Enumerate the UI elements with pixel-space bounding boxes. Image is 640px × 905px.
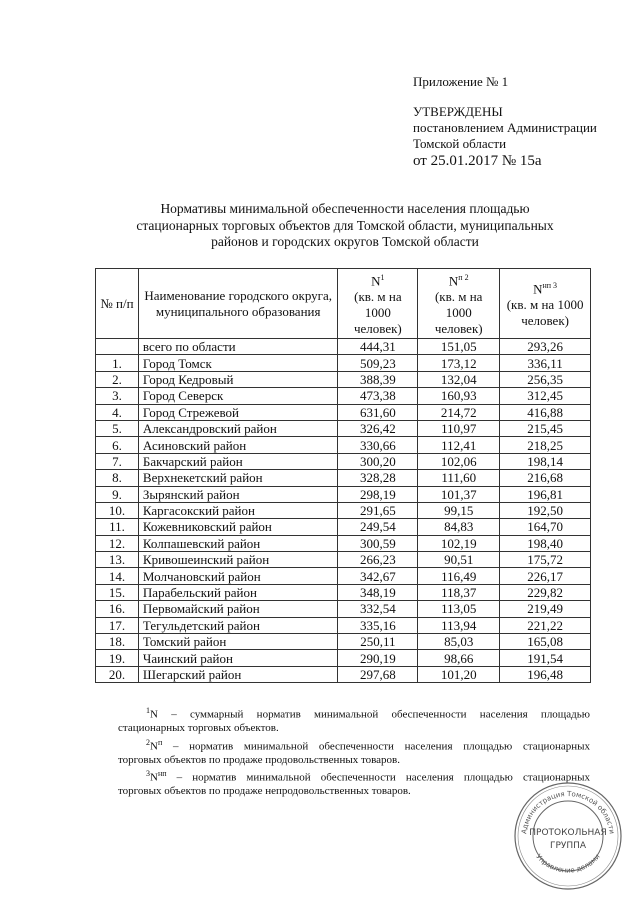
table-row <box>96 519 591 535</box>
row-name: Колпашевский район <box>138 535 338 551</box>
row-name: Город Кедровый <box>138 371 338 387</box>
footnote-symbol: N <box>150 771 158 784</box>
row-n2: 110,97 <box>418 420 500 436</box>
row-n3: 196,48 <box>500 666 591 682</box>
row-n3: 196,81 <box>500 486 591 502</box>
row-n1: 342,67 <box>338 568 418 584</box>
row-num: 18. <box>96 634 139 650</box>
row-n1: 444,31 <box>338 339 418 355</box>
footnote-mark: 2 <box>146 737 150 747</box>
row-n2: 151,05 <box>418 339 500 355</box>
row-name: Кожевниковский район <box>138 519 338 535</box>
stamp-center-1: ПРОТОКОЛЬНАЯ <box>529 828 607 838</box>
row-name: Асиновский район <box>138 437 338 453</box>
footnote-text-2: торговых объектов по продаже непродовольственных товаров. <box>118 785 411 798</box>
row-n2: 160,93 <box>418 388 500 404</box>
row-n2: 111,60 <box>418 470 500 486</box>
row-n2: 99,15 <box>418 502 500 518</box>
header-name-label: Наименование городского округа, муниципального образования <box>144 287 332 319</box>
table-row <box>96 355 591 371</box>
table-row <box>96 666 591 682</box>
n3-unit: (кв. м на 1000 человек) <box>506 297 584 329</box>
n2-sup: п 2 <box>458 272 469 282</box>
row-name: Чаинский район <box>138 650 338 666</box>
footnote-mark: 3 <box>146 769 150 779</box>
row-n3: 198,14 <box>500 453 591 469</box>
n3-symbol: N <box>533 281 543 297</box>
table-row <box>96 470 591 486</box>
row-n1: 300,20 <box>338 453 418 469</box>
row-name: Шегарский район <box>138 666 338 682</box>
row-n1: 297,68 <box>338 666 418 682</box>
row-n1: 250,11 <box>338 634 418 650</box>
header-n3 <box>500 269 591 339</box>
n1-unit: (кв. м на 1000 человек) <box>353 289 402 337</box>
table-row <box>96 617 591 633</box>
row-n1: 298,19 <box>338 486 418 502</box>
row-name: Верхнекетский район <box>138 470 338 486</box>
row-num <box>96 339 139 355</box>
row-n3: 164,70 <box>500 519 591 535</box>
row-n2: 113,05 <box>418 601 500 617</box>
row-num: 13. <box>96 552 139 568</box>
table-row <box>96 388 591 404</box>
row-n2: 102,19 <box>418 535 500 551</box>
row-num: 15. <box>96 584 139 600</box>
table-row <box>96 535 591 551</box>
row-num: 2. <box>96 371 139 387</box>
row-num: 9. <box>96 486 139 502</box>
table-row <box>96 568 591 584</box>
row-n2: 116,49 <box>418 568 500 584</box>
row-n2: 113,94 <box>418 617 500 633</box>
row-n1: 249,54 <box>338 519 418 535</box>
n2-symbol: N <box>448 273 459 289</box>
table-row <box>96 650 591 666</box>
footnote-text-2: стационарных торговых объектов. <box>118 722 279 735</box>
table-row <box>96 634 591 650</box>
row-n3: 165,08 <box>500 634 591 650</box>
row-num: 14. <box>96 568 139 584</box>
row-n2: 101,37 <box>418 486 500 502</box>
approval-line-2: Томской области <box>413 136 507 151</box>
header-n2 <box>418 269 500 339</box>
row-n3: 191,54 <box>500 650 591 666</box>
row-n1: 328,28 <box>338 470 418 486</box>
row-n2: 102,06 <box>418 453 500 469</box>
svg-text:Управление делами <box>534 853 601 875</box>
row-name: Город Стрежевой <box>138 404 338 420</box>
row-n3: 416,88 <box>500 404 591 420</box>
footnote-text-2: торговых объектов по продаже продовольственных товаров. <box>118 753 401 766</box>
row-name: Каргасокский район <box>138 502 338 518</box>
row-n2: 112,41 <box>418 437 500 453</box>
row-n1: 326,42 <box>338 420 418 436</box>
n1-symbol: N <box>371 273 381 289</box>
approval-line-1: постановлением Администрации <box>413 120 597 135</box>
row-n2: 84,83 <box>418 519 500 535</box>
row-n3: 216,68 <box>500 470 591 486</box>
row-n3: 229,82 <box>500 584 591 600</box>
footnote-mark: 1 <box>146 706 150 715</box>
title-line-3: районов и городских округов Томской области <box>211 234 479 249</box>
table-row <box>96 601 591 617</box>
row-name: Первомайский район <box>138 601 338 617</box>
row-n1: 348,19 <box>338 584 418 600</box>
table-row <box>96 453 591 469</box>
row-name: Молчановский район <box>138 568 338 584</box>
row-n2: 118,37 <box>418 584 500 600</box>
row-n3: 312,45 <box>500 388 591 404</box>
row-name: Город Северск <box>138 388 338 404</box>
row-num: 7. <box>96 453 139 469</box>
row-num: 4. <box>96 404 139 420</box>
row-name: всего по области <box>138 339 338 355</box>
row-n1: 330,66 <box>338 437 418 453</box>
title-line-1: Нормативы минимальной обеспеченности населения площадью <box>160 201 530 216</box>
header-num-label: № п/п <box>100 295 134 311</box>
table-row <box>96 371 591 387</box>
row-n3: 198,40 <box>500 535 591 551</box>
approval-date: от 25.01.2017 № 15а <box>413 153 542 169</box>
row-n1: 509,23 <box>338 355 418 371</box>
table-header-row <box>96 269 591 339</box>
row-n1: 300,59 <box>338 535 418 551</box>
footnote-symbol: N <box>150 740 158 753</box>
stamp-ring-bottom: Управление делами <box>534 852 602 875</box>
row-num: 19. <box>96 650 139 666</box>
row-num: 17. <box>96 617 139 633</box>
row-n1: 335,16 <box>338 617 418 633</box>
row-n3: 256,35 <box>500 371 591 387</box>
row-n3: 219,49 <box>500 601 591 617</box>
row-n1: 266,23 <box>338 552 418 568</box>
approved-label: УТВЕРЖДЕНЫ <box>413 104 503 119</box>
row-n2: 214,72 <box>418 404 500 420</box>
title-line-2: стационарных торговых объектов для Томской области, муниципальных <box>136 217 554 233</box>
row-n3: 221,22 <box>500 617 591 633</box>
row-name: Кривошеинский район <box>138 552 338 568</box>
row-n3: 175,72 <box>500 552 591 568</box>
row-n1: 290,19 <box>338 650 418 666</box>
footnote <box>118 736 590 768</box>
stamp-center-2: ГРУППА <box>549 841 587 851</box>
row-num: 11. <box>96 519 139 535</box>
row-n2: 132,04 <box>418 371 500 387</box>
table-row <box>96 339 591 355</box>
row-num: 20. <box>96 666 139 682</box>
row-n2: 85,03 <box>418 634 500 650</box>
row-num: 3. <box>96 388 139 404</box>
table-row <box>96 502 591 518</box>
n3-sup: нп 3 <box>542 280 558 290</box>
row-n2: 101,20 <box>418 666 500 682</box>
header-name <box>138 269 338 339</box>
row-n2: 173,12 <box>418 355 500 371</box>
row-name: Томский район <box>138 634 338 650</box>
row-n1: 631,60 <box>338 404 418 420</box>
row-num: 5. <box>96 420 139 436</box>
row-num: 8. <box>96 470 139 486</box>
row-n3: 215,45 <box>500 420 591 436</box>
row-n3: 226,17 <box>500 568 591 584</box>
footnote-sup: п <box>157 737 163 747</box>
appendix-label: Приложение № 1 <box>413 74 509 89</box>
footnote-text-1: – норматив минимальной обеспеченности населения площадью стационарных <box>172 740 590 753</box>
document-title <box>100 201 590 251</box>
row-n3: 218,25 <box>500 437 591 453</box>
row-n2: 98,66 <box>418 650 500 666</box>
row-n3: 192,50 <box>500 502 591 518</box>
row-name: Зырянский район <box>138 486 338 502</box>
row-n1: 291,65 <box>338 502 418 518</box>
row-num: 10. <box>96 502 139 518</box>
row-n3: 336,11 <box>500 355 591 371</box>
header-num <box>96 269 139 339</box>
stamp-ring-top: Администрация Томской области <box>520 789 616 835</box>
table-row <box>96 552 591 568</box>
row-name: Тегульдетский район <box>138 617 338 633</box>
norms-table <box>95 268 591 683</box>
row-num: 16. <box>96 601 139 617</box>
header-n1 <box>338 269 418 339</box>
footnote <box>118 704 590 736</box>
row-n1: 332,54 <box>338 601 418 617</box>
footnote-text-1: – норматив минимальной обеспеченности населения площадью стационарных <box>176 771 590 784</box>
row-num: 1. <box>96 355 139 371</box>
footnote-text-1: – суммарный норматив минимальной обеспеченности населения площадью <box>171 708 590 721</box>
table-row <box>96 584 591 600</box>
footnote-line-1 <box>118 736 590 754</box>
footnote-sup: нп <box>157 769 167 779</box>
row-name: Парабельский район <box>138 584 338 600</box>
table-row <box>96 437 591 453</box>
row-num: 12. <box>96 535 139 551</box>
row-n1: 388,39 <box>338 371 418 387</box>
footnote-line-1 <box>118 704 590 722</box>
table-row <box>96 420 591 436</box>
row-n3: 293,26 <box>500 339 591 355</box>
table-row <box>96 486 591 502</box>
stamp-seal-icon <box>512 780 624 892</box>
row-name: Бакчарский район <box>138 453 338 469</box>
table-row <box>96 404 591 420</box>
approval-block <box>413 74 597 170</box>
row-name: Александровский район <box>138 420 338 436</box>
row-name: Город Томск <box>138 355 338 371</box>
n1-sup: 1 <box>380 272 385 282</box>
n2-unit: (кв. м на 1000 человек) <box>434 289 483 337</box>
row-n1: 473,38 <box>338 388 418 404</box>
footnote-symbol: N <box>150 708 158 721</box>
row-n2: 90,51 <box>418 552 500 568</box>
row-num: 6. <box>96 437 139 453</box>
table-body <box>96 339 591 683</box>
